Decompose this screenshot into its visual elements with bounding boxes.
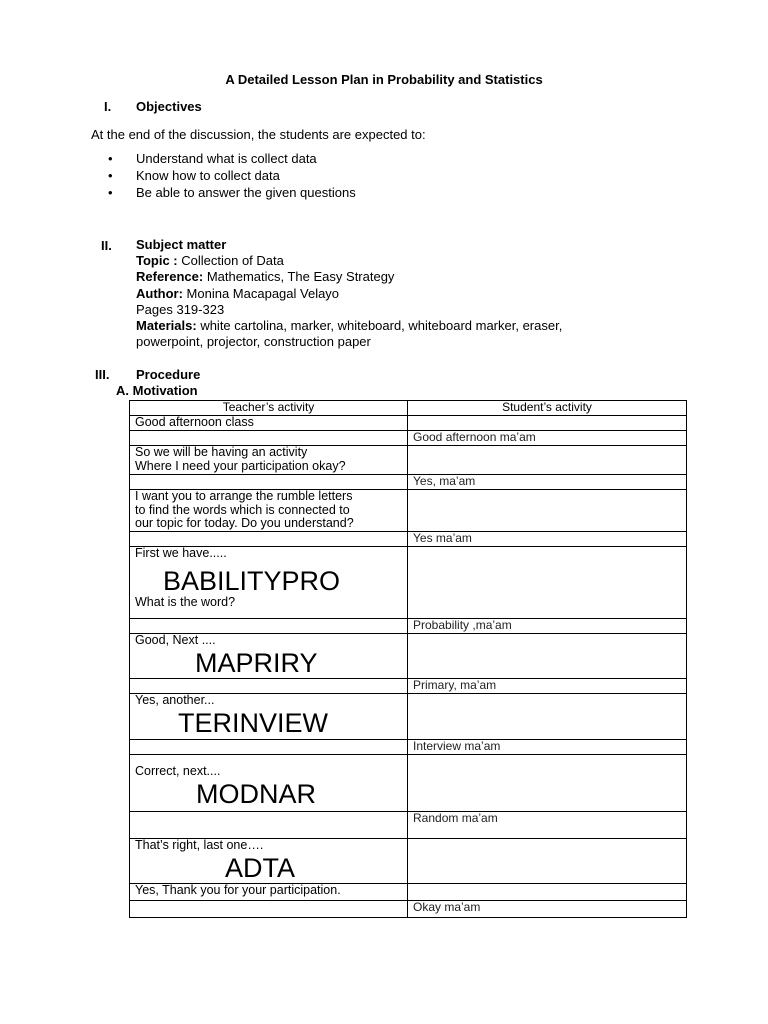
- student-cell: [408, 634, 687, 679]
- student-cell: [408, 416, 687, 431]
- scrambled-word: BABILITYPRO: [163, 565, 341, 596]
- objectives-number: I.: [104, 99, 112, 114]
- student-cell: [408, 755, 687, 812]
- procedure-number: III.: [95, 367, 110, 382]
- document-title: A Detailed Lesson Plan in Probability and Statistics: [225, 72, 543, 87]
- teacher-cell: [130, 839, 408, 884]
- student-cell: Okay ma’am: [408, 900, 687, 917]
- teacher-line: our topic for today. Do you understand?: [135, 516, 354, 530]
- table-row: [130, 416, 687, 431]
- teacher-cell: [130, 431, 408, 446]
- list-item: • Know how to collect data: [108, 167, 356, 184]
- objectives-list: [108, 150, 356, 201]
- table-row: [130, 634, 687, 679]
- scrambled-word: MODNAR: [196, 778, 316, 809]
- table-row: [130, 839, 687, 884]
- teacher-line: to find the words which is connected to: [135, 502, 350, 517]
- reference-value: Mathematics, The Easy Strategy: [203, 269, 395, 285]
- student-column-header: Student’s activity: [408, 401, 687, 416]
- table-row: [130, 900, 687, 917]
- teacher-cell: [130, 755, 408, 812]
- author-value: Monina Macapagal Velayo: [182, 285, 340, 301]
- student-cell: Random ma’am: [408, 812, 687, 839]
- teacher-column-header: Teacher’s activity: [130, 401, 408, 416]
- student-cell: Probability ,ma’am: [408, 619, 687, 634]
- teacher-line: I want you to arrange the rumble letters: [135, 489, 353, 503]
- table-row: [130, 475, 687, 490]
- subject-matter-heading: Subject matter: [136, 237, 227, 252]
- materials-label: Materials:: [136, 318, 197, 334]
- topic-label: Topic :: [136, 253, 178, 269]
- list-item: • Understand what is collect data: [108, 150, 356, 167]
- table-row: [130, 547, 687, 619]
- procedure-heading: Procedure: [136, 367, 201, 382]
- table-row: [130, 490, 687, 532]
- student-cell: [408, 694, 687, 740]
- table-row: [130, 740, 687, 755]
- table-row: [130, 619, 687, 634]
- teacher-cell: [130, 446, 408, 475]
- teacher-line: Good, Next ....: [135, 633, 216, 647]
- scrambled-word: MAPRIRY: [195, 647, 318, 678]
- student-cell: [408, 490, 687, 532]
- materials-continued: powerpoint, projector, construction paper: [136, 334, 371, 350]
- subject-matter-block: [136, 237, 562, 350]
- teacher-line: So we will be having an activity: [135, 445, 308, 459]
- teacher-cell: Good afternoon class: [130, 416, 408, 431]
- teacher-line: First we have.....: [135, 546, 227, 560]
- table-row: [130, 679, 687, 694]
- table-row: [130, 431, 687, 446]
- teacher-cell: [130, 619, 408, 634]
- table-row: [130, 694, 687, 740]
- teacher-cell: [130, 547, 408, 619]
- student-cell: Interview ma’am: [408, 740, 687, 755]
- scrambled-word: ADTA: [225, 852, 296, 883]
- teacher-cell: [130, 679, 408, 694]
- student-cell: [408, 547, 687, 619]
- teacher-cell: [130, 694, 408, 740]
- motivation-table: [129, 400, 687, 918]
- teacher-line: What is the word?: [135, 594, 236, 609]
- objectives-heading: Objectives: [136, 99, 202, 114]
- teacher-cell: [130, 634, 408, 679]
- pages-value: Pages 319-323: [136, 301, 225, 317]
- student-cell: Yes, ma’am: [408, 475, 687, 490]
- table-row: [130, 446, 687, 475]
- scrambled-word: TERINVIEW: [178, 707, 329, 738]
- teacher-cell: [130, 490, 408, 532]
- motivation-heading: A. Motivation: [116, 383, 198, 398]
- student-cell: Primary, ma’am: [408, 679, 687, 694]
- table-header-row: [130, 401, 687, 416]
- teacher-cell: [130, 532, 408, 547]
- reference-label: Reference:: [136, 269, 204, 285]
- table-row: [130, 532, 687, 547]
- student-cell: [408, 839, 687, 884]
- teacher-cell: [130, 740, 408, 755]
- teacher-cell: [130, 475, 408, 490]
- materials-value: white cartolina, marker, whiteboard, whiteboard marker, eraser,: [196, 318, 563, 334]
- objectives-intro: At the end of the discussion, the students are expected to:: [91, 127, 426, 142]
- teacher-cell: Yes, Thank you for your participation.: [130, 883, 408, 900]
- table-row: [130, 883, 687, 900]
- student-cell: [408, 446, 687, 475]
- list-item: • Be able to answer the given questions: [108, 184, 356, 201]
- table-row: [130, 755, 687, 812]
- teacher-cell: [130, 812, 408, 839]
- teacher-line: Yes, another...: [135, 693, 215, 707]
- topic-value: Collection of Data: [177, 253, 284, 269]
- student-cell: Yes ma’am: [408, 532, 687, 547]
- table-row: [130, 812, 687, 839]
- author-label: Author:: [136, 285, 183, 301]
- student-cell: [408, 883, 687, 900]
- student-cell: Good afternoon ma’am: [408, 431, 687, 446]
- teacher-line: Correct, next....: [135, 764, 221, 778]
- teacher-cell: [130, 900, 408, 917]
- teacher-line: That’s right, last one….: [135, 838, 264, 852]
- teacher-line: Where I need your participation okay?: [135, 458, 346, 473]
- subject-matter-number: II.: [101, 238, 112, 253]
